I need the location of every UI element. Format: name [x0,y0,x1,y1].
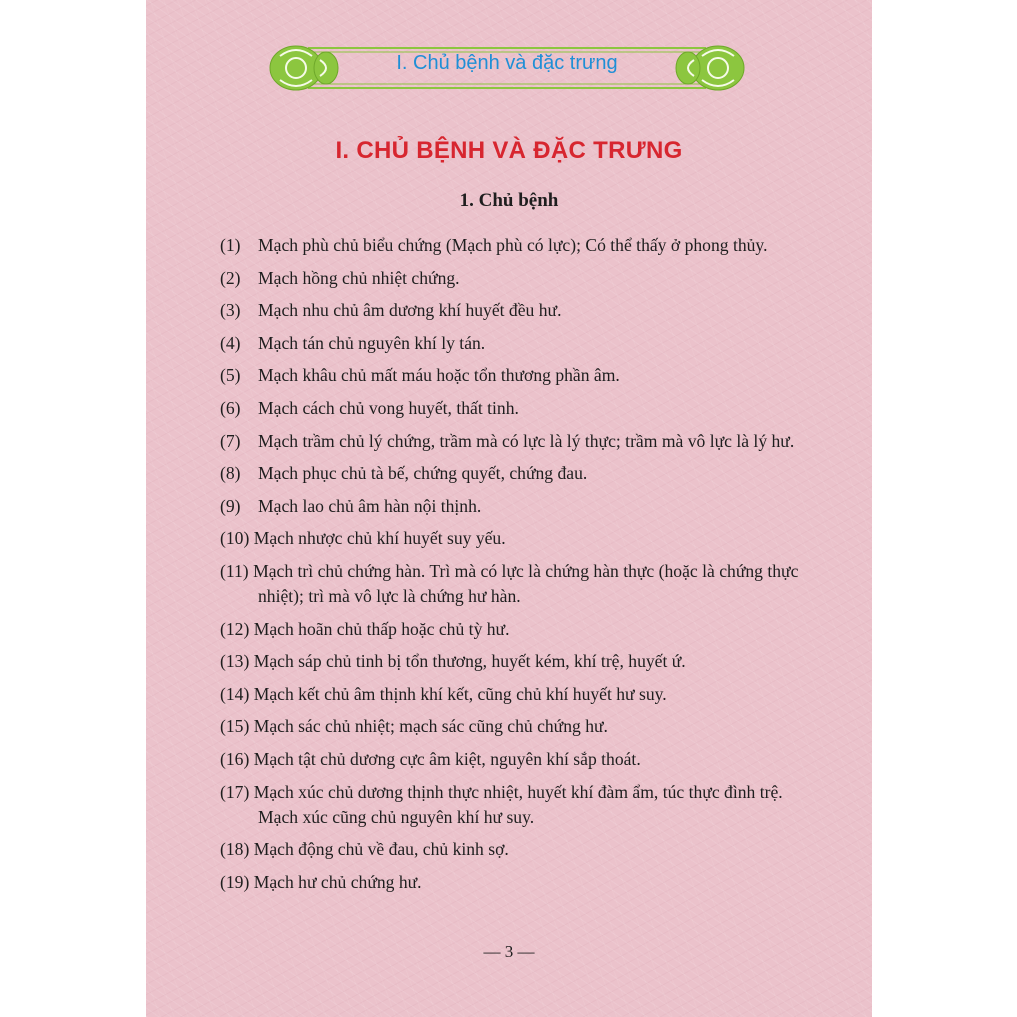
page-number: — 3 — [483,942,535,961]
list-item [220,266,810,291]
section-title: I. CHỦ BỆNH VÀ ĐẶC TRƯNG [335,137,683,164]
item-number: (5) [220,365,241,386]
header-ornament-band [268,38,746,98]
item-number: (12) [220,618,250,639]
list-item [220,429,810,454]
list-item [220,461,810,486]
item-number: (3) [220,300,241,321]
item-text: Mạch trầm chủ lý chứng, trầm mà có lực là lý thực; trầm mà vô lực là lý hư. [258,430,795,451]
list-item [220,617,810,642]
item-number: (10) [220,528,250,549]
book-page [146,0,872,1017]
item-text: Mạch tật chủ dương cực âm kiệt, nguyên khí sắp thoát. [253,748,641,769]
item-number: (15) [220,716,250,737]
item-number: (13) [220,651,250,672]
item-text: Mạch sác chủ nhiệt; mạch sác cũng chủ chứng hư. [253,716,608,737]
item-number: (7) [220,430,241,451]
list-item [220,559,810,609]
item-text: Mạch hư chủ chứng hư. [253,871,422,892]
list-item [220,233,810,258]
item-number: (4) [220,332,241,353]
list-item [220,396,810,421]
list-item [220,780,810,830]
item-number: (16) [220,748,250,769]
item-text: Mạch cách chủ vong huyết, thất tinh. [258,397,519,418]
item-text: Mạch hoãn chủ thấp hoặc chủ tỳ hư. [253,618,510,639]
item-text: Mạch khâu chủ mất máu hoặc tổn thương phần âm. [258,365,620,386]
item-text: Mạch kết chủ âm thịnh khí kết, cũng chủ khí huyết hư suy. [253,683,667,704]
list-item [220,526,810,551]
item-text: Mạch nhu chủ âm dương khí huyết đều hư. [258,300,562,321]
item-text: Mạch động chủ về đau, chủ kinh sợ. [253,839,509,860]
item-number: (18) [220,839,250,860]
item-text: Mạch sáp chủ tinh bị tổn thương, huyết kém, khí trệ, huyết ứ. [253,651,686,672]
item-text: Mạch phù chủ biểu chứng (Mạch phù có lực); Có thể thấy ở phong thủy. [258,235,768,255]
item-text: Mạch lao chủ âm hàn nội thịnh. [258,495,482,516]
item-text: Mạch trì chủ chứng hàn. Trì mà có lực là chứng hàn thực (hoặc là chứng thực nhiệt); trì mà vô lực là chứng hư hàn. [253,560,799,606]
item-number: (19) [220,871,250,892]
item-text: Mạch hồng chủ nhiệt chứng. [258,267,460,288]
item-number: (11) [220,560,249,581]
item-text: Mạch tán chủ nguyên khí ly tán. [258,332,486,353]
item-number: (9) [220,495,241,516]
item-number: (1) [220,235,241,255]
list-item [220,682,810,707]
item-text: Mạch nhược chủ khí huyết suy yếu. [253,528,506,549]
list-item [220,331,810,356]
list-item [220,649,810,674]
list-item [220,870,810,895]
item-text: Mạch phục chủ tà bế, chứng quyết, chứng đau. [258,463,588,484]
list-item [220,363,810,388]
item-number: (2) [220,267,241,288]
subheading: 1. Chủ bệnh [459,190,559,211]
list-item [220,837,810,862]
item-number: (14) [220,683,250,704]
item-text: Mạch xúc chủ dương thịnh thực nhiệt, huyết khí đàm ẩm, túc thực đình trệ. Mạch xúc cũng chủ nguyên khí hư suy. [253,781,783,827]
list-item [220,298,810,323]
item-number: (17) [220,781,250,802]
symptom-list [220,233,810,902]
running-header-title: I. Chủ bệnh và đặc trưng [396,52,618,74]
list-item [220,747,810,772]
item-number: (6) [220,397,241,418]
list-item [220,714,810,739]
item-number: (8) [220,463,241,484]
list-item [220,494,810,519]
